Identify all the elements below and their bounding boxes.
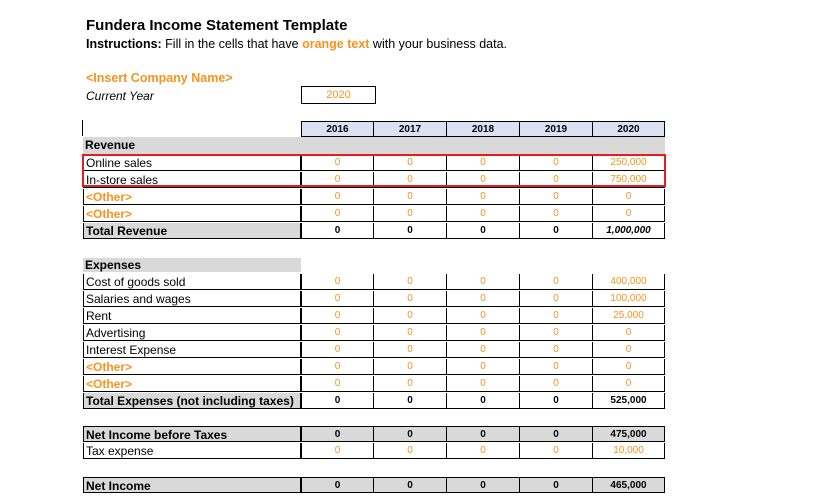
revenue-row-value-2019[interactable]: 0 [520,155,593,171]
instructions-prefix: Instructions: [86,37,162,51]
expense-row-label: Rent [83,308,301,324]
expense-row-value-2020[interactable]: 400,000 [593,274,665,290]
expense-row-value-2020[interactable]: 0 [593,359,665,375]
net-income-value-2018: 0 [447,477,520,493]
net-income-before-taxes-value-2019: 0 [520,426,593,442]
expense-row-value-2018[interactable]: 0 [447,342,520,358]
year-header-2016: 2016 [301,121,374,137]
revenue-row-value-2017[interactable]: 0 [374,172,447,188]
expense-row-value-2018[interactable]: 0 [447,359,520,375]
expense-row-value-2019[interactable]: 0 [520,325,593,341]
revenue-row-value-2019[interactable]: 0 [520,189,593,205]
highlight-box [82,154,666,187]
expense-row-value-2018[interactable]: 0 [447,325,520,341]
instructions-highlight: orange text [302,37,370,51]
section-heading-expenses: Expenses [85,258,142,272]
total-expenses-value-2020: 525,000 [593,393,665,409]
tax-expense-value-2018[interactable]: 0 [447,443,520,459]
revenue-row-value-2017[interactable]: 0 [374,155,447,171]
revenue-row-label: Online sales [83,155,301,171]
total-revenue-value-2017: 0 [374,223,447,239]
expense-row-value-2019[interactable]: 0 [520,342,593,358]
revenue-row-value-2017[interactable]: 0 [374,206,447,222]
net-income-before-taxes-value-2018: 0 [447,426,520,442]
expense-row-value-2017[interactable]: 0 [374,325,447,341]
expense-row-value-2016[interactable]: 0 [301,376,374,392]
expense-row-value-2019[interactable]: 0 [520,308,593,324]
year-header-2020: 2020 [593,121,665,137]
total-revenue-value-2019: 0 [520,223,593,239]
tax-expense-value-2020[interactable]: 10,000 [593,443,665,459]
expense-row-value-2018[interactable]: 0 [447,308,520,324]
expense-row-value-2020[interactable]: 25,000 [593,308,665,324]
year-header-2017: 2017 [374,121,447,137]
instructions-after: with your business data. [369,37,508,51]
total-revenue-value-2016: 0 [301,223,374,239]
tax-expense-value-2016[interactable]: 0 [301,443,374,459]
revenue-row-value-2018[interactable]: 0 [447,172,520,188]
page-title: Fundera Income Statement Template [86,17,348,34]
expense-row-label: Interest Expense [83,342,301,358]
expense-row-value-2016[interactable]: 0 [301,325,374,341]
total-revenue-value-2018: 0 [447,223,520,239]
expense-row-label[interactable]: <Other> [83,359,301,375]
revenue-row-value-2017[interactable]: 0 [374,189,447,205]
total-expenses-value-2016: 0 [301,393,374,409]
expense-row-value-2016[interactable]: 0 [301,291,374,307]
net-income-before-taxes-label: Net Income before Taxes [83,426,301,442]
revenue-row-value-2018[interactable]: 0 [447,206,520,222]
revenue-row-value-2016[interactable]: 0 [301,206,374,222]
expense-row-value-2019[interactable]: 0 [520,376,593,392]
revenue-row-value-2020[interactable]: 0 [593,189,665,205]
net-income-value-2019: 0 [520,477,593,493]
net-income-before-taxes-value-2020: 475,000 [593,426,665,442]
current-year-input[interactable]: 2020 [301,86,376,104]
revenue-row-value-2016[interactable]: 0 [301,155,374,171]
expense-row-value-2017[interactable]: 0 [374,376,447,392]
revenue-row-value-2016[interactable]: 0 [301,172,374,188]
expense-row-value-2017[interactable]: 0 [374,359,447,375]
expense-row-value-2016[interactable]: 0 [301,342,374,358]
expense-row-value-2018[interactable]: 0 [447,291,520,307]
revenue-row-label[interactable]: <Other> [83,206,301,222]
year-header-2019: 2019 [520,121,593,137]
expense-row-value-2016[interactable]: 0 [301,308,374,324]
revenue-row-value-2018[interactable]: 0 [447,189,520,205]
revenue-row-value-2018[interactable]: 0 [447,155,520,171]
expense-row-label: Cost of goods sold [83,274,301,290]
expense-row-value-2017[interactable]: 0 [374,342,447,358]
expense-row-value-2020[interactable]: 0 [593,325,665,341]
expense-row-value-2019[interactable]: 0 [520,359,593,375]
border-line [82,120,83,136]
expense-row-value-2020[interactable]: 100,000 [593,291,665,307]
net-income-before-taxes-value-2016: 0 [301,426,374,442]
revenue-row-value-2019[interactable]: 0 [520,206,593,222]
revenue-row-value-2020[interactable]: 0 [593,206,665,222]
revenue-row-value-2020[interactable]: 750,000 [593,172,665,188]
instructions-before: Fill in the cells that have [161,37,303,51]
expense-row-value-2016[interactable]: 0 [301,359,374,375]
revenue-row-value-2016[interactable]: 0 [301,189,374,205]
expense-row-label: Advertising [83,325,301,341]
total-expenses-value-2018: 0 [447,393,520,409]
total-expenses-value-2019: 0 [520,393,593,409]
expense-row-value-2018[interactable]: 0 [447,274,520,290]
company-name-cell[interactable]: <Insert Company Name> [86,71,233,85]
expense-row-label: Salaries and wages [83,291,301,307]
net-income-value-2016: 0 [301,477,374,493]
expense-row-value-2020[interactable]: 0 [593,342,665,358]
total-expenses-value-2017: 0 [374,393,447,409]
net-income-value-2017: 0 [374,477,447,493]
net-income-label: Net Income [83,477,301,493]
expense-row-value-2016[interactable]: 0 [301,274,374,290]
instructions [86,37,507,51]
total-revenue-value-2020: 1,000,000 [593,223,665,239]
expense-row-value-2019[interactable]: 0 [520,291,593,307]
expense-row-value-2020[interactable]: 0 [593,376,665,392]
expense-row-value-2018[interactable]: 0 [447,376,520,392]
net-income-value-2020: 465,000 [593,477,665,493]
expense-row-label[interactable]: <Other> [83,376,301,392]
total-expenses-label: Total Expenses (not including taxes) [83,393,301,409]
section-heading-revenue: Revenue [85,138,136,152]
year-header-2018: 2018 [447,121,520,137]
revenue-row-label: In-store sales [83,172,301,188]
expense-row-value-2017[interactable]: 0 [374,291,447,307]
expense-row-value-2017[interactable]: 0 [374,308,447,324]
tax-expense-value-2017[interactable]: 0 [374,443,447,459]
current-year-label: Current Year [86,89,154,103]
tax-expense-label: Tax expense [83,443,301,459]
revenue-row-label[interactable]: <Other> [83,189,301,205]
total-revenue-label: Total Revenue [83,223,301,239]
revenue-row-value-2019[interactable]: 0 [520,172,593,188]
net-income-before-taxes-value-2017: 0 [374,426,447,442]
expense-row-value-2017[interactable]: 0 [374,274,447,290]
revenue-row-value-2020[interactable]: 250,000 [593,155,665,171]
expense-row-value-2019[interactable]: 0 [520,274,593,290]
tax-expense-value-2019[interactable]: 0 [520,443,593,459]
